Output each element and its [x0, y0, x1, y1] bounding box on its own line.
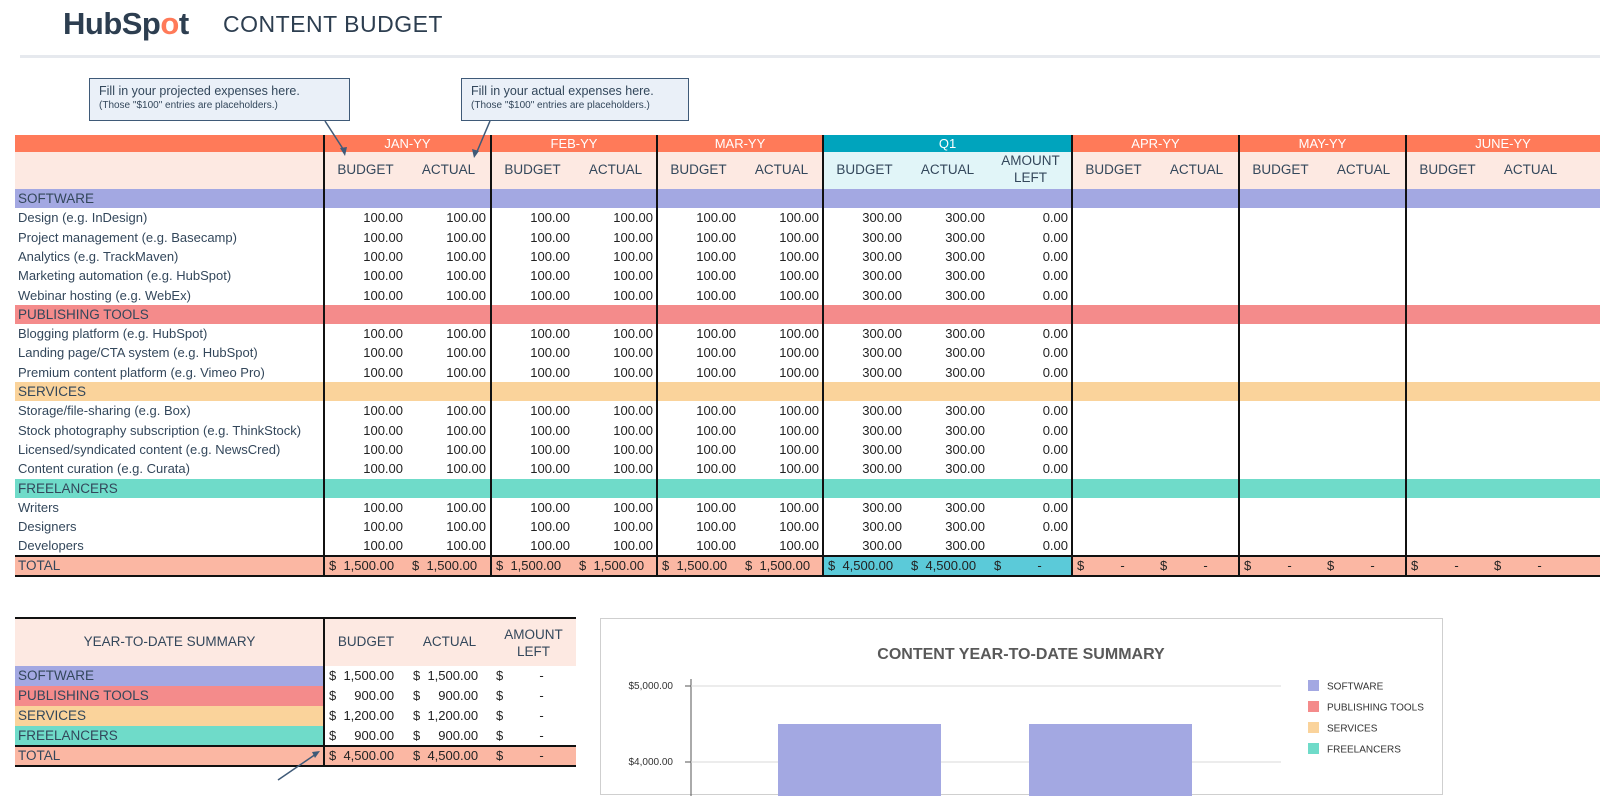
expense-label: Analytics (e.g. TrackMaven) [18, 248, 179, 264]
ytd-left-header: AMOUNT [504, 627, 563, 642]
period-header: MAY-YY [1239, 135, 1406, 152]
q1-left-value: 0.00 [1042, 441, 1068, 457]
budget-value: 100.00 [696, 538, 736, 554]
actual-value: 100.00 [613, 499, 653, 515]
ytd-total-row [15, 746, 576, 766]
ytd-total-left: $ - [496, 748, 544, 763]
actual-col-header: ACTUAL [920, 162, 975, 177]
actual-value: 100.00 [446, 519, 486, 535]
actual-value: 100.00 [446, 210, 486, 226]
q1-actual-value: 300.00 [945, 403, 985, 419]
budget-value: 100.00 [363, 403, 403, 419]
actual-value: 100.00 [779, 364, 819, 380]
ytd-title: YEAR-TO-DATE SUMMARY [83, 634, 256, 649]
ytd-left-value: $ - [496, 688, 544, 703]
bar-software [778, 724, 941, 796]
actual-value: 100.00 [613, 461, 653, 477]
actual-value: 100.00 [446, 499, 486, 515]
expense-row [15, 266, 1600, 285]
budget-value: 100.00 [530, 519, 570, 535]
ytd-actual-header: ACTUAL [422, 634, 477, 649]
actual-value: 100.00 [446, 268, 486, 284]
budget-value: 100.00 [696, 268, 736, 284]
ytd-left-value: $ - [496, 728, 544, 743]
ytd-row-label: SERVICES [15, 706, 324, 726]
budget-value: 100.00 [696, 461, 736, 477]
actual-value: 100.00 [446, 364, 486, 380]
expense-label: Marketing automation (e.g. HubSpot) [18, 268, 232, 284]
ytd-budget-value: $ 900.00 [329, 688, 395, 703]
ytd-row [15, 686, 576, 706]
legend-swatch [1308, 743, 1319, 754]
q1-budget-value: 300.00 [862, 268, 902, 284]
budget-value: 100.00 [363, 229, 403, 245]
month-total-value: $ - [1160, 557, 1208, 573]
month-total-value: $ 1,500.00 [329, 557, 395, 573]
budget-value: 100.00 [363, 326, 403, 342]
q1-left-value: 0.00 [1042, 538, 1068, 554]
q1-budget-value: 300.00 [862, 461, 902, 477]
note-actual-line2: (Those "$100" entries are placeholders.) [471, 100, 650, 111]
actual-value: 100.00 [779, 287, 819, 303]
month-header-row [15, 135, 1600, 152]
ytd-left-value: $ - [496, 708, 544, 723]
expense-label: Stock photography subscription (e.g. ThinkStock) [18, 422, 302, 438]
q1-budget-value: 300.00 [862, 422, 902, 438]
expense-row [15, 324, 1600, 343]
ytd-row-label: SOFTWARE [15, 666, 324, 686]
expense-row [15, 363, 1600, 382]
actual-col-header: ACTUAL [754, 162, 809, 177]
note-projected-line1: Fill in your projected expenses here. [99, 84, 300, 98]
budget-value: 100.00 [363, 364, 403, 380]
legend-swatch [1308, 680, 1319, 691]
header-corner [15, 135, 324, 152]
expense-label: Landing page/CTA system (e.g. HubSpot) [18, 345, 258, 361]
q1-left-value: 0.00 [1042, 210, 1068, 226]
actual-value: 100.00 [613, 538, 653, 554]
note-actual-line1: Fill in your actual expenses here. [471, 84, 654, 98]
budget-value: 100.00 [530, 403, 570, 419]
q1-budget-value: 300.00 [862, 519, 902, 535]
budget-col-header: BUDGET [836, 162, 893, 177]
actual-value: 100.00 [613, 268, 653, 284]
ytd-budget-value: $ 900.00 [329, 728, 395, 743]
expense-label: Blogging platform (e.g. HubSpot) [18, 326, 208, 342]
expense-label: Developers [18, 538, 84, 554]
q1-actual-value: 300.00 [945, 538, 985, 554]
group-divider [1405, 135, 1407, 576]
amount-left-header: AMOUNT [1001, 153, 1060, 168]
chart-title: CONTENT YEAR-TO-DATE SUMMARY [877, 646, 1165, 663]
category-label: PUBLISHING TOOLS [18, 306, 149, 322]
month-total-value: $ 1,500.00 [662, 557, 728, 573]
expense-label: Webinar hosting (e.g. WebEx) [18, 287, 191, 303]
q1-actual-value: 300.00 [945, 248, 985, 264]
budget-value: 100.00 [363, 499, 403, 515]
expense-label: Writers [18, 499, 59, 515]
q1-actual-value: 300.00 [945, 364, 985, 380]
q1-budget-value: 300.00 [862, 345, 902, 361]
group-divider [822, 135, 824, 576]
expense-label: Storage/file-sharing (e.g. Box) [18, 403, 191, 419]
month-total-value: $ - [1494, 557, 1542, 573]
total-top-border [15, 555, 1600, 557]
q1-actual-value: 300.00 [945, 441, 985, 457]
budget-value: 100.00 [696, 499, 736, 515]
budget-col-header: BUDGET [1085, 162, 1142, 177]
ytd-summary-table [15, 618, 576, 778]
ytd-budget-header: BUDGET [337, 634, 395, 649]
period-header: JUNE-YY [1406, 135, 1600, 152]
budget-value: 100.00 [363, 538, 403, 554]
expense-row [15, 517, 1600, 536]
ytd-budget-value: $ 1,500.00 [329, 668, 395, 683]
actual-value: 100.00 [613, 229, 653, 245]
legend-label: SOFTWARE [1327, 681, 1384, 693]
budget-col-header: BUDGET [670, 162, 727, 177]
y-tick-label: $5,000.00 [628, 681, 673, 692]
q1-total-value: $ 4,500.00 [828, 557, 894, 573]
month-total-value: $ - [1077, 557, 1125, 573]
q1-left-value: 0.00 [1042, 499, 1068, 515]
budget-value: 100.00 [530, 499, 570, 515]
month-total-value: $ 1,500.00 [496, 557, 562, 573]
expense-row [15, 536, 1600, 555]
note-projected-line2: (Those "$100" entries are placeholders.) [99, 100, 278, 111]
note-actual [461, 78, 689, 121]
q1-actual-value: 300.00 [945, 287, 985, 303]
q1-budget-value: 300.00 [862, 248, 902, 264]
actual-value: 100.00 [779, 326, 819, 342]
actual-value: 100.00 [613, 287, 653, 303]
actual-value: 100.00 [779, 229, 819, 245]
q1-actual-value: 300.00 [945, 229, 985, 245]
expense-row [15, 228, 1600, 247]
budget-value: 100.00 [363, 268, 403, 284]
q1-left-value: 0.00 [1042, 248, 1068, 264]
budget-value: 100.00 [363, 519, 403, 535]
period-header: FEB-YY [491, 135, 657, 152]
category-row [15, 382, 1600, 401]
budget-value: 100.00 [696, 441, 736, 457]
actual-value: 100.00 [446, 441, 486, 457]
q1-budget-value: 300.00 [862, 441, 902, 457]
actual-value: 100.00 [613, 364, 653, 380]
group-divider [1071, 135, 1073, 576]
expense-row [15, 401, 1600, 420]
ytd-chart [600, 618, 1443, 795]
actual-col-header: ACTUAL [1503, 162, 1558, 177]
q1-total-value: $ - [994, 557, 1042, 573]
budget-value: 100.00 [696, 210, 736, 226]
q1-actual-value: 300.00 [945, 326, 985, 342]
expense-label: Premium content platform (e.g. Vimeo Pro) [18, 364, 265, 380]
budget-value: 100.00 [696, 345, 736, 361]
budget-value: 100.00 [696, 403, 736, 419]
actual-value: 100.00 [779, 268, 819, 284]
header-divider [20, 55, 1600, 58]
q1-total-value: $ 4,500.00 [911, 557, 977, 573]
group-divider [490, 135, 492, 576]
budget-value: 100.00 [530, 441, 570, 457]
actual-value: 100.00 [446, 287, 486, 303]
actual-value: 100.00 [446, 248, 486, 264]
budget-value: 100.00 [696, 229, 736, 245]
q1-actual-value: 300.00 [945, 499, 985, 515]
actual-value: 100.00 [446, 403, 486, 419]
legend-label: PUBLISHING TOOLS [1327, 702, 1424, 714]
expense-row [15, 498, 1600, 517]
budget-value: 100.00 [530, 345, 570, 361]
ytd-budget-value: $ 1,200.00 [329, 708, 395, 723]
actual-value: 100.00 [779, 248, 819, 264]
budget-value: 100.00 [363, 422, 403, 438]
budget-col-header: BUDGET [337, 162, 394, 177]
month-total-value: $ 1,500.00 [579, 557, 645, 573]
legend-label: FREELANCERS [1327, 744, 1401, 756]
budget-col-header: BUDGET [1419, 162, 1476, 177]
budget-value: 100.00 [530, 287, 570, 303]
actual-value: 100.00 [613, 326, 653, 342]
budget-value: 100.00 [696, 287, 736, 303]
q1-left-value: 0.00 [1042, 422, 1068, 438]
total-label: TOTAL [18, 557, 61, 573]
month-total-value: $ - [1327, 557, 1375, 573]
actual-value: 100.00 [779, 461, 819, 477]
q1-budget-value: 300.00 [862, 210, 902, 226]
budget-value: 100.00 [696, 519, 736, 535]
expense-label: Project management (e.g. Basecamp) [18, 229, 237, 245]
ytd-total-actual: $ 4,500.00 [413, 748, 479, 763]
actual-value: 100.00 [446, 229, 486, 245]
q1-left-value: 0.00 [1042, 229, 1068, 245]
ytd-row [15, 706, 576, 726]
q1-left-value: 0.00 [1042, 364, 1068, 380]
expense-label: Designers [18, 519, 77, 535]
category-row [15, 305, 1600, 324]
expense-row [15, 421, 1600, 440]
budget-col-header: BUDGET [504, 162, 561, 177]
actual-col-header: ACTUAL [1169, 162, 1224, 177]
ytd-actual-value: $ 900.00 [413, 728, 479, 743]
period-header: APR-YY [1072, 135, 1239, 152]
actual-value: 100.00 [613, 519, 653, 535]
ytd-actual-value: $ 1,200.00 [413, 708, 479, 723]
budget-value: 100.00 [530, 210, 570, 226]
budget-value: 100.00 [363, 210, 403, 226]
category-row [15, 479, 1600, 498]
actual-value: 100.00 [446, 461, 486, 477]
category-label: FREELANCERS [18, 480, 118, 496]
legend-swatch [1308, 722, 1319, 733]
actual-value: 100.00 [779, 403, 819, 419]
budget-value: 100.00 [363, 287, 403, 303]
q1-left-value: 0.00 [1042, 403, 1068, 419]
q1-budget-value: 300.00 [862, 499, 902, 515]
actual-value: 100.00 [613, 403, 653, 419]
q1-budget-value: 300.00 [862, 326, 902, 342]
actual-value: 100.00 [613, 210, 653, 226]
q1-left-value: 0.00 [1042, 345, 1068, 361]
actual-col-header: ACTUAL [588, 162, 643, 177]
ytd-total-bottom-border [15, 765, 576, 767]
actual-col-header: ACTUAL [1336, 162, 1391, 177]
q1-budget-value: 300.00 [862, 403, 902, 419]
q1-actual-value: 300.00 [945, 268, 985, 284]
expense-row [15, 247, 1600, 266]
ytd-total-label: TOTAL [18, 748, 61, 763]
actual-value: 100.00 [779, 441, 819, 457]
hubspot-logo: HubSpot [63, 6, 189, 41]
budget-value: 100.00 [530, 538, 570, 554]
actual-value: 100.00 [613, 345, 653, 361]
actual-value: 100.00 [779, 345, 819, 361]
actual-value: 100.00 [779, 422, 819, 438]
actual-value: 100.00 [446, 422, 486, 438]
expense-row [15, 343, 1600, 362]
bar-software [1029, 724, 1192, 796]
q1-budget-value: 300.00 [862, 229, 902, 245]
budget-value: 100.00 [363, 345, 403, 361]
q1-budget-value: 300.00 [862, 538, 902, 554]
q1-actual-value: 300.00 [945, 210, 985, 226]
q1-actual-value: 300.00 [945, 461, 985, 477]
group-divider [656, 135, 658, 576]
actual-value: 100.00 [779, 210, 819, 226]
note-projected [89, 78, 350, 121]
q1-actual-value: 300.00 [945, 422, 985, 438]
month-total-value: $ - [1244, 557, 1292, 573]
actual-value: 100.00 [613, 441, 653, 457]
expense-label: Design (e.g. InDesign) [18, 210, 148, 226]
actual-value: 100.00 [779, 499, 819, 515]
ytd-total-budget: $ 4,500.00 [329, 748, 395, 763]
category-label: SERVICES [18, 384, 87, 399]
ytd-row-label: FREELANCERS [15, 726, 324, 746]
ytd-row-label: PUBLISHING TOOLS [15, 686, 324, 706]
budget-value: 100.00 [530, 229, 570, 245]
month-total-value: $ - [1411, 557, 1459, 573]
category-label: SOFTWARE [18, 191, 94, 206]
period-header: MAR-YY [657, 135, 823, 152]
ytd-header-row [15, 618, 576, 666]
q1-left-value: 0.00 [1042, 326, 1068, 342]
actual-value: 100.00 [613, 248, 653, 264]
budget-value: 100.00 [530, 326, 570, 342]
total-row [15, 556, 1600, 576]
actual-value: 100.00 [779, 519, 819, 535]
q1-budget-value: 300.00 [862, 364, 902, 380]
budget-value: 100.00 [696, 422, 736, 438]
document-title: CONTENT BUDGET [223, 11, 443, 37]
ytd-row [15, 666, 576, 686]
ytd-divider [323, 618, 325, 766]
ytd-row [15, 726, 576, 746]
ytd-top-border [15, 617, 576, 619]
ytd-chart-svg [601, 619, 1444, 796]
budget-value: 100.00 [530, 268, 570, 284]
ytd-total-top-border [15, 745, 576, 747]
amount-left-header-2: LEFT [1013, 170, 1047, 185]
actual-value: 100.00 [446, 538, 486, 554]
budget-value: 100.00 [530, 364, 570, 380]
q1-actual-value: 300.00 [945, 345, 985, 361]
y-tick-label: $4,000.00 [628, 757, 673, 768]
budget-col-header: BUDGET [1252, 162, 1309, 177]
actual-value: 100.00 [446, 326, 486, 342]
expense-row [15, 286, 1600, 305]
total-bottom-border [15, 575, 1600, 577]
expense-label: Content curation (e.g. Curata) [18, 461, 190, 477]
q1-actual-value: 300.00 [945, 519, 985, 535]
budget-value: 100.00 [363, 461, 403, 477]
q1-left-value: 0.00 [1042, 519, 1068, 535]
q1-left-value: 0.00 [1042, 268, 1068, 284]
expense-label: Licensed/syndicated content (e.g. NewsCred) [18, 441, 281, 457]
ytd-left-header-2: LEFT [516, 644, 550, 659]
month-total-value: $ 1,500.00 [412, 557, 478, 573]
q1-budget-value: 300.00 [862, 287, 902, 303]
actual-col-header: ACTUAL [421, 162, 476, 177]
column-header-row [15, 152, 1600, 189]
budget-value: 100.00 [363, 441, 403, 457]
period-header: JAN-YY [324, 135, 491, 152]
category-row [15, 189, 1600, 208]
group-divider [1238, 135, 1240, 576]
budget-value: 100.00 [530, 422, 570, 438]
group-divider [323, 135, 325, 576]
actual-value: 100.00 [613, 422, 653, 438]
budget-value: 100.00 [363, 248, 403, 264]
expense-row [15, 459, 1600, 478]
budget-value: 100.00 [696, 326, 736, 342]
actual-value: 100.00 [446, 345, 486, 361]
ytd-actual-value: $ 1,500.00 [413, 668, 479, 683]
budget-value: 100.00 [696, 364, 736, 380]
q1-left-value: 0.00 [1042, 461, 1068, 477]
budget-value: 100.00 [530, 461, 570, 477]
month-total-value: $ 1,500.00 [745, 557, 811, 573]
legend-swatch [1308, 701, 1319, 712]
expense-row [15, 440, 1600, 459]
budget-value: 100.00 [696, 248, 736, 264]
budget-value: 100.00 [530, 248, 570, 264]
expense-row [15, 208, 1600, 227]
ytd-left-value: $ - [496, 668, 544, 683]
legend-label: SERVICES [1327, 723, 1378, 735]
actual-value: 100.00 [779, 538, 819, 554]
ytd-actual-value: $ 900.00 [413, 688, 479, 703]
period-header: Q1 [823, 135, 1072, 152]
q1-left-value: 0.00 [1042, 287, 1068, 303]
